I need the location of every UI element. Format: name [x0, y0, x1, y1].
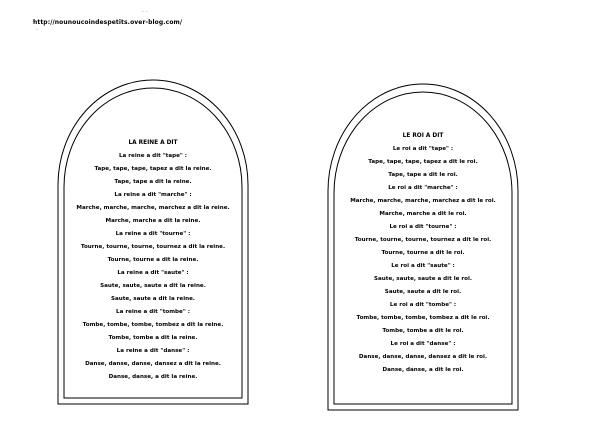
right-poem-line: Marche, marche, marche, marchez a dit le roi. — [350, 198, 496, 204]
left-poem-title: LA REINE A DIT — [128, 140, 178, 146]
left-poem-line: La reine a dit "tape" : — [118, 153, 187, 159]
source-url: http://nounoucoindespetits.over-blog.com/ — [33, 19, 183, 26]
left-poem — [64, 140, 242, 387]
left-poem-line: Tombe, tombe a dit la reine. — [108, 335, 198, 341]
scan-speck: · — [36, 27, 38, 34]
left-poem-line: Saute, saute, saute a dit la reine. — [100, 283, 206, 289]
right-poem-line: Tourne, tourne a dit le roi. — [381, 250, 465, 256]
right-poem-line: Le roi a dit "marche" : — [388, 185, 458, 191]
left-poem-line: La reine a dit "saute" : — [117, 270, 189, 276]
right-poem-line: Tombe, tombe, tombe, tombez a dit le roi. — [356, 315, 490, 321]
left-poem-line: Tape, tape, tape, tapez a dit la reine. — [94, 166, 212, 172]
left-poem-line: La reine a dit "marche" : — [114, 192, 192, 198]
left-poem-line: La reine a dit "tombe" : — [116, 309, 190, 315]
right-poem-line: Danse, danse, a dit le roi. — [382, 367, 464, 373]
right-poem-line: Marche, marche a dit le roi. — [379, 211, 467, 217]
left-poem-line: Saute, saute a dit la reine. — [110, 296, 196, 302]
left-poem-line: Tourne, tourne, tourne, tournez a dit la reine. — [80, 244, 226, 250]
right-poem-line: Tourne, tourne, tourne, tournez a dit le roi. — [354, 237, 492, 243]
left-poem-line: Danse, danse, danse, dansez a dit la reine. — [85, 361, 221, 367]
right-poem-line: Saute, saute, saute a dit le roi. — [373, 276, 473, 282]
right-poem-line: Le roi a dit "tape" : — [392, 146, 454, 152]
right-poem-line: Tape, tape a dit le roi. — [388, 172, 458, 178]
right-poem-line: Saute, saute a dit le roi. — [384, 289, 462, 295]
left-poem-line: La reine a dit "danse" : — [116, 348, 190, 354]
left-poem-line: Tourne, tourne a dit la reine. — [107, 257, 199, 263]
right-poem-line: Le roi a dit "tombe" : — [389, 302, 457, 308]
left-poem-line: Danse, danse, a dit la reine. — [108, 374, 198, 380]
left-poem-line: Marche, marche a dit la reine. — [105, 218, 201, 224]
right-poem-line: Le roi a dit "saute" : — [391, 263, 455, 269]
left-poem-line: Tombe, tombe, tombe, tombez a dit la reine. — [82, 322, 224, 328]
left-poem-line: Marche, marche, marche, marchez a dit la reine. — [76, 205, 230, 211]
right-poem-line: Tape, tape, tape, tapez a dit le roi. — [368, 159, 478, 165]
left-poem-line: Tape, tape a dit la reine. — [114, 179, 192, 185]
right-poem-line: Le roi a dit "danse" : — [390, 341, 456, 347]
right-poem — [334, 133, 512, 380]
scan-specks: · · — [142, 9, 148, 16]
right-poem-line: Tombe, tombe a dit le roi. — [382, 328, 464, 334]
right-poem-title: LE ROI A DIT — [402, 133, 444, 139]
right-poem-line: Danse, danse, danse, dansez a dit le roi. — [358, 354, 488, 360]
left-poem-line: La reine a dit "tourne" : — [115, 231, 191, 237]
right-poem-line: Le roi a dit "tourne" : — [389, 224, 457, 230]
